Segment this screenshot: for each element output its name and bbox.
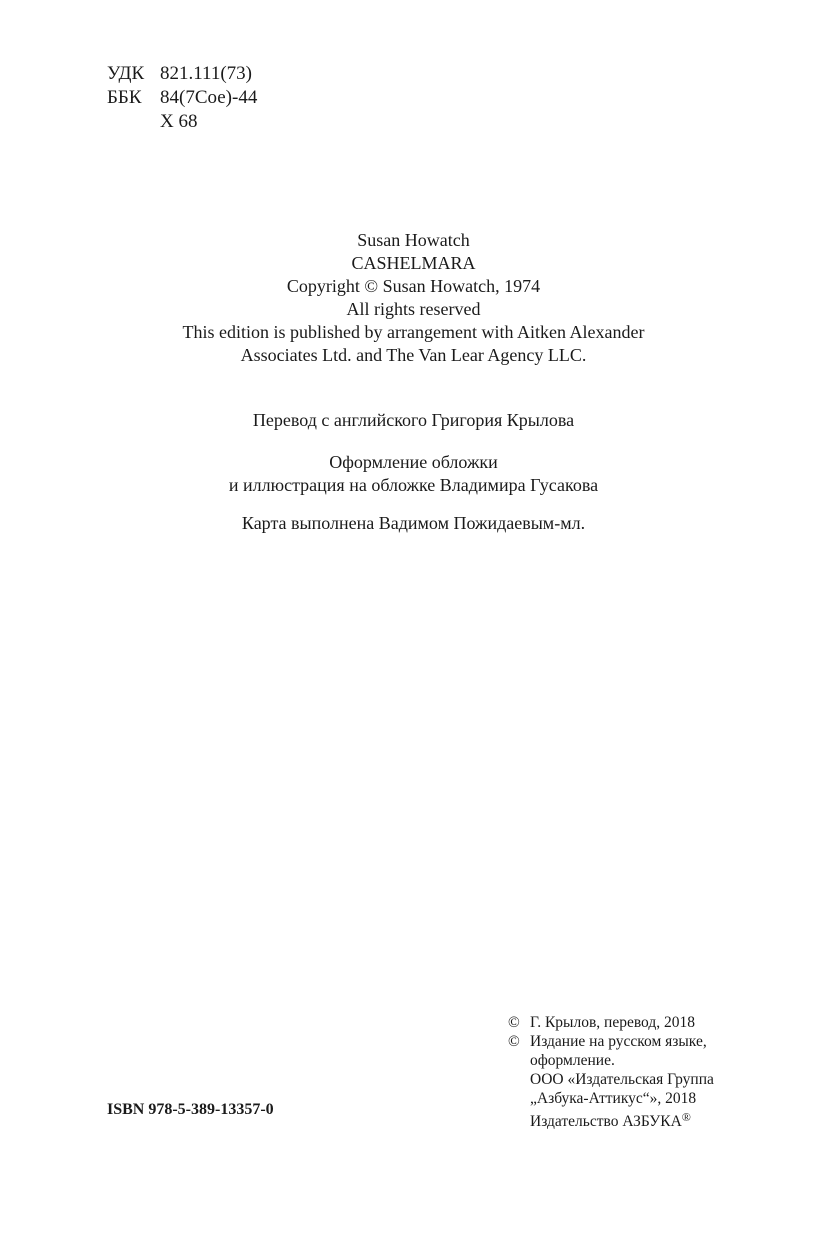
copyright-symbol: © [508,1033,520,1050]
map-credit [0,512,827,535]
translation-rights: Г. Крылов, перевод, 2018 [530,1014,695,1031]
registered-mark: ® [681,1110,691,1124]
edition-rights-line-5 [508,1108,714,1131]
rights-reserved: All rights reserved [346,299,481,319]
bbk-row [107,86,257,110]
translator-line: Перевод с английского Григория Крылова [252,410,575,430]
author-mark: Х 68 [160,111,198,132]
original-copyright: Copyright © Susan Howatch, 1974 [286,276,541,296]
author-mark-row [107,110,257,134]
cover-credit [0,451,827,497]
classification-block [107,62,257,134]
translation-credit [0,409,827,432]
udk-value: 821.111(73) [160,63,252,84]
isbn: ISBN 978-5-389-13357-0 [107,1101,274,1118]
udk-label: УДК [107,63,145,84]
edition-rights-line-2: оформление. [530,1052,615,1069]
map-credit-line: Карта выполнена Вадимом Пожидаевым-мл. [241,513,586,533]
edition-rights-line-3: ООО «Издательская Группа [530,1071,714,1088]
russian-rights-notice [508,1013,714,1131]
udk-row [107,62,257,86]
original-copyright-block [0,229,827,367]
arrangement-line-1: This edition is published by arrangement with Aitken Alexander [182,322,645,342]
arrangement-line-2: Associates Ltd. and The Van Lear Agency LLC. [240,345,587,365]
bbk-value: 84(7Сое)-44 [160,87,258,108]
original-author: Susan Howatch [357,230,470,250]
original-title: CASHELMARA [351,253,476,273]
edition-rights-row [508,1032,714,1051]
edition-rights-line-1: Издание на русском языке, [530,1033,707,1050]
translation-rights-row [508,1013,714,1032]
bbk-label: ББК [107,87,142,108]
cover-credit-line-1: Оформление обложки [329,452,498,472]
cover-credit-line-2: и иллюстрация на обложке Владимира Гусакова [228,475,599,495]
edition-rights-line-4: „Азбука-Аттикус“», 2018 [530,1090,697,1107]
copyright-symbol: © [508,1014,520,1031]
publisher-name: Издательство АЗБУКА [530,1113,682,1130]
